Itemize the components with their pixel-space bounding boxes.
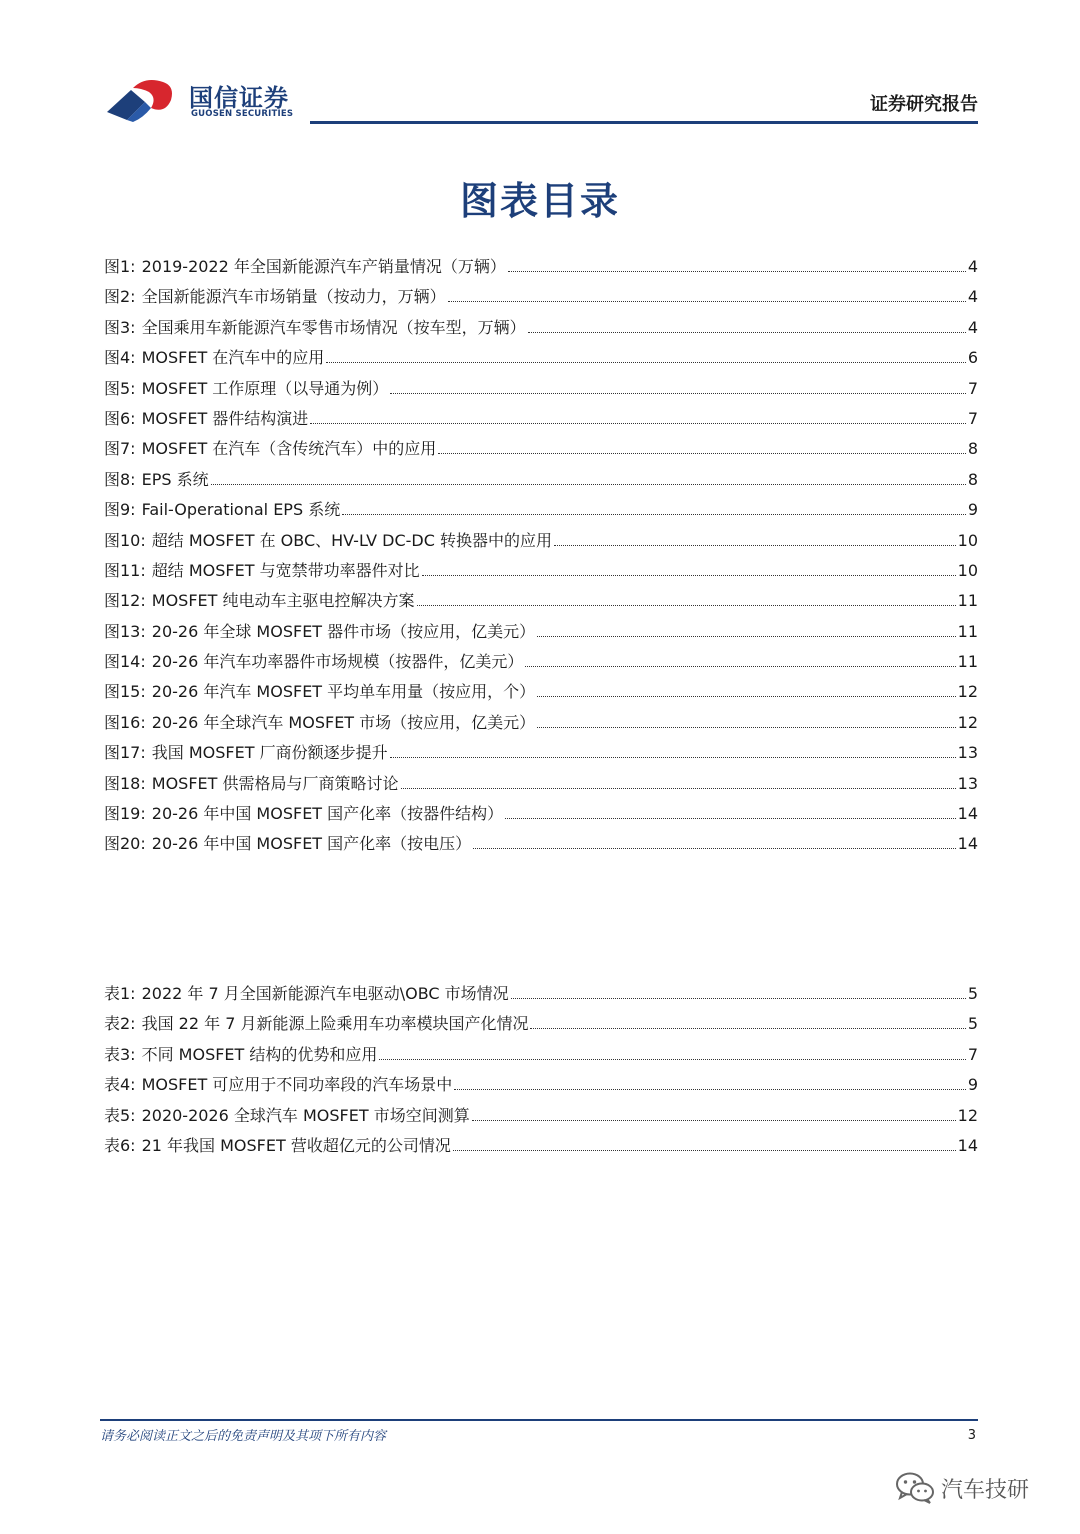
table-toc-entry-leader-dots [472,1120,956,1121]
figure-toc-entry-page-number: 4 [967,287,978,307]
figure-toc-entry[interactable] [104,528,978,558]
figure-toc-entry-page-number: 8 [967,469,978,489]
figure-toc-entry-leader-dots [528,332,966,333]
figure-toc-entry-page-number: 6 [967,348,978,368]
figure-toc-entry-title: MOSFET 器件结构演进 [141,408,309,428]
figure-toc-entry-leader-dots [390,757,956,758]
figure-toc-entry[interactable] [104,649,978,679]
figure-toc-entry-label: 图2: [104,287,136,307]
page-title: 图表目录 [459,179,620,223]
figure-toc-entry-page-number: 7 [967,408,978,428]
figure-toc-entry-page-number: 11 [957,621,978,641]
figure-toc-entry-label: 图3: [104,317,136,337]
figure-toc-entry[interactable] [104,467,978,497]
figure-toc-entry-leader-dots [326,362,966,363]
figure-toc-entry-leader-dots [537,696,955,697]
table-toc-entry-label: 表4: [104,1075,136,1095]
table-toc-entry[interactable] [104,1072,978,1102]
table-toc-entry-page-number: 9 [967,1075,978,1095]
footer-divider [100,1419,978,1421]
table-toc-entry-label: 表2: [104,1014,136,1034]
figure-toc-entry[interactable] [104,315,978,345]
table-toc-entry-title: MOSFET 可应用于不同功率段的汽车场景中 [141,1075,453,1095]
figure-toc-entry-leader-dots [505,818,955,819]
figure-toc-entry-label: 图20: [104,834,146,854]
figure-toc-entry[interactable] [104,558,978,588]
figure-toc-entry[interactable] [104,436,978,466]
figure-toc-entry-page-number: 12 [957,682,978,702]
table-toc-entry[interactable] [104,1011,978,1041]
figure-toc-entry-title: MOSFET 纯电动车主驱电控解决方案 [151,591,415,611]
figure-toc-entry[interactable] [104,254,978,284]
figure-toc-entry-title: 超结 MOSFET 与宽禁带功率器件对比 [151,560,420,580]
figure-toc-entry-leader-dots [422,575,956,576]
figure-toc-entry-leader-dots [401,788,956,789]
figure-toc-entry-page-number: 10 [957,530,978,550]
figure-toc-entry-leader-dots [342,514,966,515]
table-toc-entry-label: 表3: [104,1044,136,1064]
table-toc-entry[interactable] [104,981,978,1011]
figure-toc-entry-leader-dots [525,666,955,667]
figure-toc-entry-page-number: 7 [967,378,978,398]
figure-toc-entry-page-number: 14 [957,834,978,854]
table-toc-entry-leader-dots [379,1059,965,1060]
figure-toc-entry[interactable] [104,679,978,709]
figure-toc-entry-leader-dots [448,301,966,302]
table-toc-entry-page-number: 12 [957,1105,978,1125]
figure-toc-entry-title: 20-26 年全球 MOSFET 器件市场（按应用，亿美元） [151,621,536,641]
table-toc-entry-leader-dots [454,1089,966,1090]
logo-english-name: GUOSEN SECURITIES [191,109,294,119]
figure-toc-list [104,254,978,862]
table-toc-entry-leader-dots [453,1150,956,1151]
figure-toc-entry[interactable] [104,406,978,436]
figure-toc-entry-title: 20-26 年汽车 MOSFET 平均单车用量（按应用，个） [151,682,536,702]
figure-toc-entry-title: MOSFET 在汽车中的应用 [141,348,325,368]
table-toc-entry-leader-dots [530,1028,965,1029]
figure-toc-entry-title: 20-26 年全球汽车 MOSFET 市场（按应用，亿美元） [151,712,536,732]
figure-toc-entry-label: 图12: [104,591,146,611]
figure-toc-entry[interactable] [104,588,978,618]
figure-toc-entry-leader-dots [438,453,966,454]
figure-toc-entry[interactable] [104,376,978,406]
figure-toc-entry-label: 图14: [104,652,146,672]
figure-toc-entry-title: EPS 系统 [141,469,209,489]
figure-toc-entry[interactable] [104,345,978,375]
table-toc-entry[interactable] [104,1042,978,1072]
table-toc-entry-title: 2020-2026 全球汽车 MOSFET 市场空间测算 [141,1105,470,1125]
table-toc-entry-page-number: 14 [957,1135,978,1155]
figure-toc-entry[interactable] [104,497,978,527]
figure-toc-entry-title: 20-26 年中国 MOSFET 国产化率（按器件结构） [151,804,504,824]
figure-toc-entry-title: MOSFET 供需格局与厂商策略讨论 [151,773,399,793]
guosen-logo-mark-icon [105,78,185,124]
figure-toc-entry-leader-dots [211,484,966,485]
table-toc-entry-label: 表6: [104,1135,136,1155]
figure-toc-entry-page-number: 4 [967,317,978,337]
table-toc-entry-page-number: 5 [967,984,978,1003]
figure-toc-entry[interactable] [104,831,978,861]
table-toc-entry-title: 21 年我国 MOSFET 营收超亿元的公司情况 [141,1135,451,1155]
figure-toc-entry-label: 图11: [104,560,146,580]
figure-toc-entry-leader-dots [537,727,955,728]
footer-disclaimer: 请务必阅读正文之后的免责声明及其项下所有内容 [100,1429,387,1444]
figure-toc-entry-label: 图4: [104,348,136,368]
figure-toc-entry-page-number: 13 [957,773,978,793]
figure-toc-entry-title: 2019-2022 年全国新能源汽车产销量情况（万辆） [141,257,506,276]
figure-toc-entry-title: 超结 MOSFET 在 OBC、HV-LV DC-DC 转换器中的应用 [151,530,552,550]
figure-toc-entry-title: Fail-Operational EPS 系统 [141,500,341,520]
figure-toc-entry-label: 图16: [104,712,146,732]
figure-toc-entry-page-number: 9 [967,500,978,520]
figure-toc-entry-label: 图5: [104,378,136,398]
figure-toc-entry[interactable] [104,801,978,831]
page-header [0,0,1080,130]
figure-toc-entry-title: 20-26 年汽车功率器件市场规模（按器件，亿美元） [151,652,524,672]
table-toc-list [104,981,978,1163]
table-toc-entry-page-number: 5 [967,1014,978,1034]
figure-toc-entry[interactable] [104,619,978,649]
figure-toc-entry-label: 图13: [104,621,146,641]
figure-toc-entry-leader-dots [473,848,955,849]
figure-toc-entry-label: 图10: [104,530,146,550]
figure-toc-entry-title: 20-26 年中国 MOSFET 国产化率（按电压） [151,834,472,854]
figure-toc-entry-page-number: 12 [957,712,978,732]
figure-toc-entry-page-number: 4 [967,257,978,276]
figure-toc-entry-page-number: 11 [957,591,978,611]
figure-toc-entry-label: 图19: [104,804,146,824]
figure-toc-entry-label: 图6: [104,408,136,428]
watermark-text: 汽车技研 [941,1477,1030,1503]
figure-toc-entry-leader-dots [417,605,956,606]
figure-toc-entry-label: 图1: [104,257,136,276]
figure-toc-entry[interactable] [104,771,978,801]
table-toc-entry[interactable] [104,1133,978,1163]
page-number: 3 [967,1428,976,1443]
figure-toc-entry-label: 图15: [104,682,146,702]
figure-toc-entry-label: 图7: [104,439,136,459]
wechat-icon [895,1471,935,1505]
figure-toc-entry-title: MOSFET 工作原理（以导通为例） [141,378,389,398]
figure-toc-entry[interactable] [104,710,978,740]
figure-toc-entry-page-number: 10 [957,560,978,580]
figure-toc-entry-label: 图9: [104,500,136,520]
figure-toc-entry-page-number: 13 [957,743,978,763]
figure-toc-entry[interactable] [104,284,978,314]
figure-toc-entry-title: MOSFET 在汽车（含传统汽车）中的应用 [141,439,437,459]
table-toc-entry[interactable] [104,1103,978,1133]
figure-toc-entry-leader-dots [508,271,966,272]
figure-toc-entry-leader-dots [537,636,955,637]
watermark [895,1468,1029,1508]
figure-toc-entry-label: 图18: [104,773,146,793]
table-toc-entry-page-number: 7 [967,1044,978,1064]
table-toc-entry-title: 我国 22 年 7 月新能源上险乘用车功率模块国产化情况 [141,1014,529,1034]
table-toc-entry-label: 表1: [104,984,136,1003]
table-toc-entry-title: 2022 年 7 月全国新能源汽车电驱动\OBC 市场情况 [141,984,509,1003]
figure-toc-entry-label: 图17: [104,743,146,763]
figure-toc-entry-title: 我国 MOSFET 厂商份额逐步提升 [151,743,388,763]
figure-toc-entry-page-number: 11 [957,652,978,672]
figure-toc-entry-title: 全国乘用车新能源汽车零售市场情况（按车型，万辆） [141,317,526,337]
report-type-label: 证券研究报告 [870,94,978,115]
table-toc-entry-leader-dots [511,998,966,999]
guosen-logo [105,78,305,124]
figure-toc-entry-label: 图8: [104,469,136,489]
header-divider [310,121,978,124]
figure-toc-entry-page-number: 14 [957,804,978,824]
figure-toc-entry-leader-dots [390,393,966,394]
figure-toc-entry-title: 全国新能源汽车市场销量（按动力，万辆） [141,287,446,307]
logo-chinese-name: 国信证券 [189,84,289,112]
figure-toc-entry-page-number: 8 [967,439,978,459]
figure-toc-entry[interactable] [104,740,978,770]
table-toc-entry-label: 表5: [104,1105,136,1125]
figure-toc-entry-leader-dots [310,423,966,424]
table-toc-entry-title: 不同 MOSFET 结构的优势和应用 [141,1044,378,1064]
figure-toc-entry-leader-dots [554,545,956,546]
